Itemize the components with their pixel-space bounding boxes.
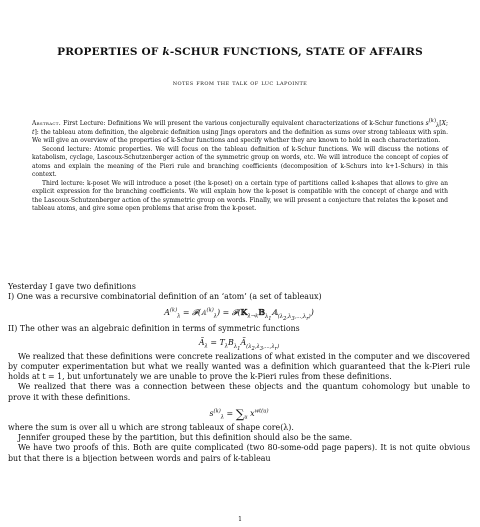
paragraph-algebraic-definition: II) The other was an algebraic definition in terms of symmetric functions [8, 324, 300, 334]
abstract-first-lecture: Abstract. First Lecture: Definitions We will present the various conjecturally equivalent characterizations of k-Schur functions $s^{(k)}_\lambda[X$; t]: the tableau atom definition, the algebraic definition using Jings operators and the definition as sums over strong tableaux with spin. We will give an overview of the properties of k-Schur functions and specify whether they are known to hold in each characterization. [32, 117, 448, 145]
paper-title: PROPERTIES OF k-SCHUR FUNCTIONS, STATE OF AFFAIRS [57, 46, 423, 58]
abstract [32, 117, 448, 214]
equation-algebraic: $Ã_\lambda$ = $T_\lambda B_{\lambda_1}Ã_{(\lambda_2,\lambda_3,...,\lambda_r)}$ [198, 338, 280, 352]
abstract-third-lecture: Third lecture: k-poset We will introduce a poset (the k-poset) on a certain type of partitions called k-shapes that allows to give an explicit expression for the branching coefficients. We will explain how the k-poset is compatible with the concept of charge and with the Lascoux-Schutzenberger action of the symmetric group on words. Finally, we will present a conjecture that relates the k-poset and tableau atoms, and give some open problems that arise from the k-poset. [32, 179, 448, 213]
paragraph-quantum-cohomology: We realized that there was a connection between these objects and the quantum cohomology but unable to prove it with these definitions. [8, 382, 470, 402]
paragraph-atom-definition: I) One was a recursive combinatorial definition of an ‘atom’ (a set of tableaux) [8, 292, 322, 302]
paragraph-definitions: Yesterday I gave two definitions [8, 282, 136, 291]
equation-strong-tableaux-sum: $s^{(k)}_\lambda = \sum_u$ $x^{wt(u)}$ [209, 406, 269, 421]
main-text [8, 282, 470, 464]
page-number: 1 [238, 516, 242, 523]
byline: notes from the talk of luc lapointe [172, 78, 308, 87]
paragraph-two-proofs: We have two proofs of this. Both are quite complicated (two 80-some-odd page papers). It is not quite obvious but that there is a bijection between words and pairs of k-tableau [8, 443, 470, 463]
abstract-second-lecture: Second lecture: Atomic properties. We will focus on the tableau definition of k-Schur functions. We will discuss the notions of katabolism, cyclage, Lascoux-Schutzenberger action of the symmetric group on words, etc. We will introduce the concept of copies of atoms and explain the meaning of the Pieri rule and branching coefficients (decomposition of k-Schurs into k+1-Schurs) in this context. [32, 145, 448, 179]
equation-atom: $A^{(k)}_\lambda$ = 𝓕(𝔸$^{(k)}_\lambda$) = 𝓕(𝕂$_{\lambda\to k}$𝔹$_{\lambda_1}$𝔸$_{(\lambda_2,\lambda_3,...,\lambda_r)}$) [164, 307, 314, 323]
paragraph-sum-over: where the sum is over all u which are strong tableaux of shape core(λ). [8, 423, 294, 433]
paragraph-jennifer: Jennifer grouped these by the partition, but this definition should also be the same. [18, 433, 353, 443]
paragraph-computer-experiments: We realized that these definitions were concrete realizations of what existed in the computer and we discovered by computer experimentation but what we really wanted was a definition which guaranteed that the k-Pieri rule holds at t = 1, but unfortunately we are unable to prove the k-Pieri rules from these definitions. [8, 351, 470, 382]
kschur-symbol: $s^{(k)}_\lambda[X$; t] [32, 117, 448, 136]
